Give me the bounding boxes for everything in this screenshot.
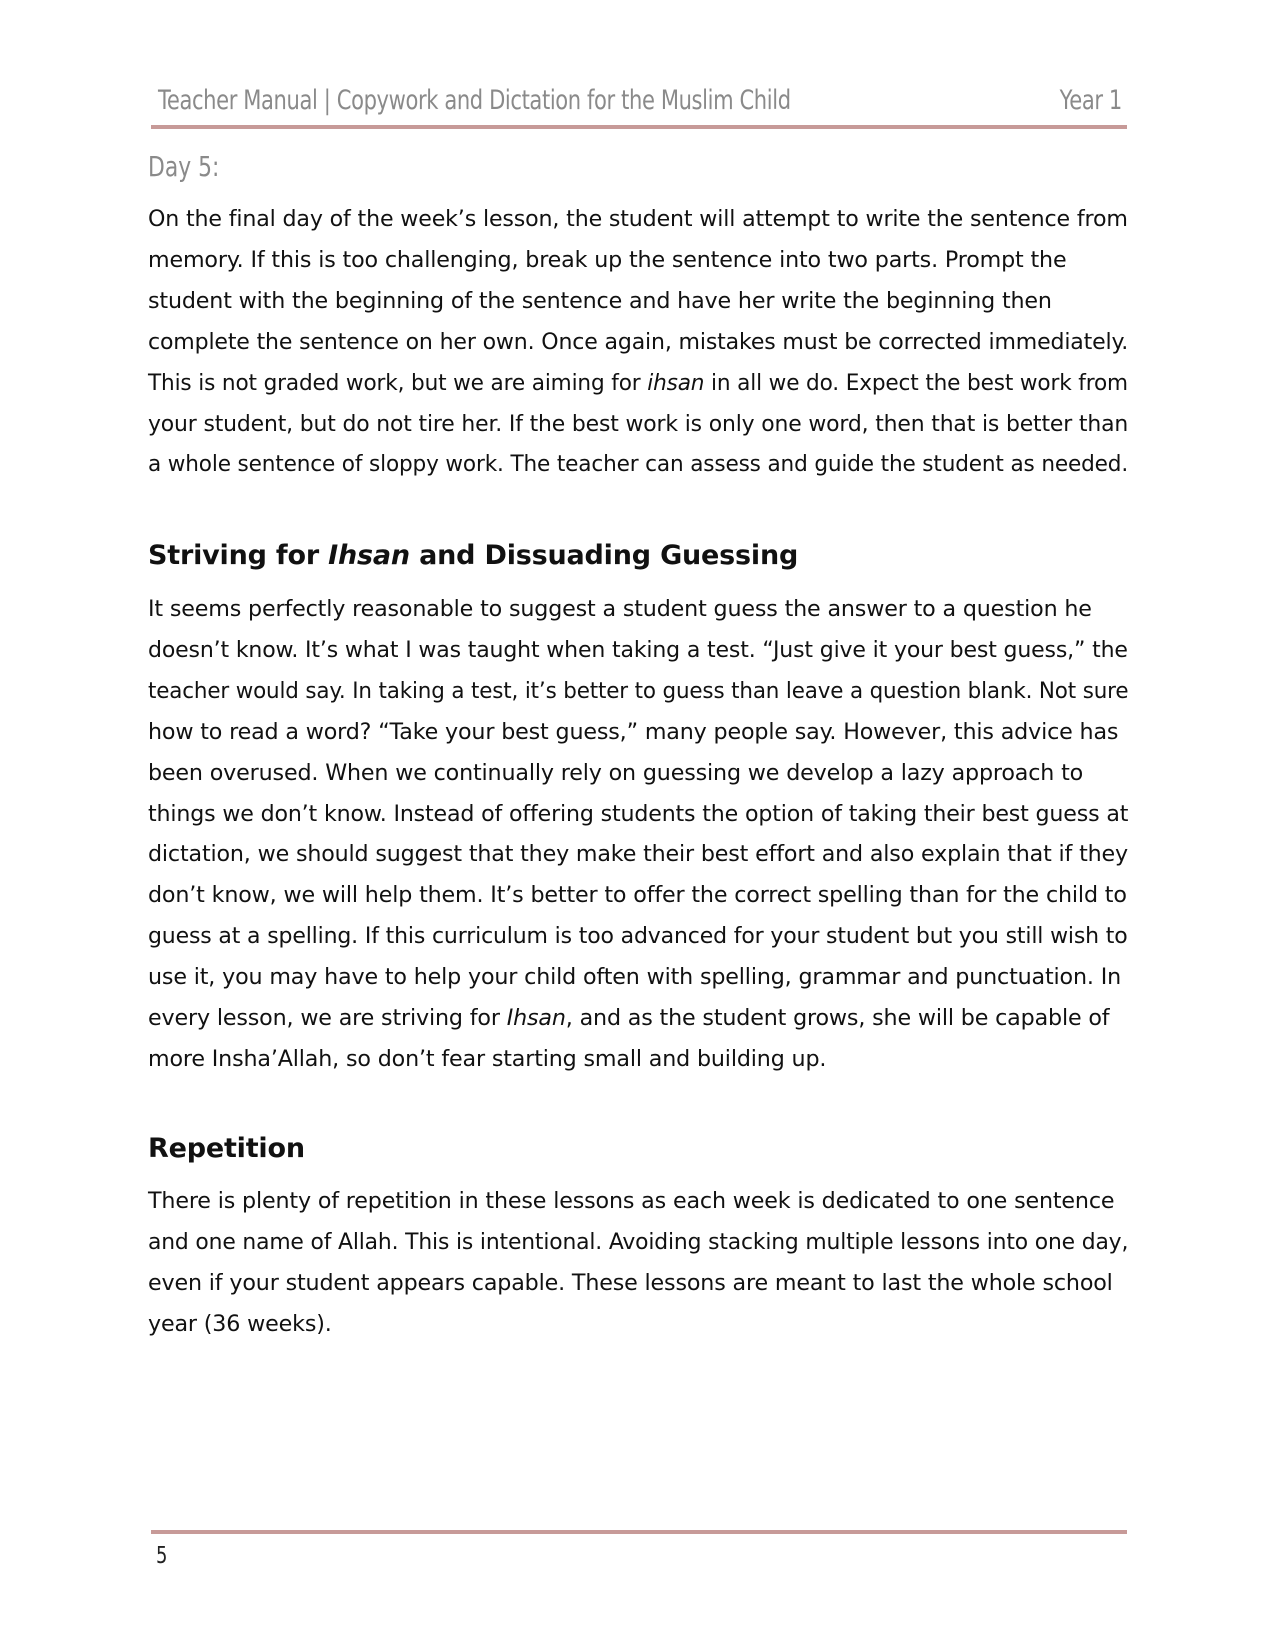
repetition-paragraph <box>148 1181 1128 1345</box>
paragraph-line: There is plenty of repetition in these lessons as each week is dedicated to one sentence <box>148 1188 1115 1214</box>
header-rule <box>151 125 1127 129</box>
paragraph-line: how to read a word? “Take your best guess,” many people say. However, this advice has <box>148 718 1119 745</box>
ihsan-term: Ihsan <box>506 1005 566 1032</box>
footer-rule <box>151 1530 1127 1534</box>
paragraph-line: guess at a spelling. If this curriculum is too advanced for your student but you still wish to <box>148 923 1128 950</box>
section-heading-repetition: Repetition <box>148 1133 305 1164</box>
paragraph-line: This is not graded work, but we are aiming for ihsan in all we do. Expect the best work from <box>148 369 1128 396</box>
day-label: Day 5: <box>148 150 220 183</box>
section-heading-ihsan: Striving for Ihsan and Dissuading Guessing <box>148 540 799 571</box>
paragraph-line: complete the sentence on her own. Once again, mistakes must be corrected immediately. <box>148 328 1129 355</box>
paragraph-line: year (36 weeks). <box>148 1310 332 1337</box>
paragraph-line: even if your student appears capable. These lessons are meant to last the whole school <box>148 1269 1113 1296</box>
paragraph-line: On the final day of the week’s lesson, the student will attempt to write the sentence from <box>148 206 1128 232</box>
paragraph-line: your student, but do not tire her. If the best work is only one word, then that is better than <box>148 410 1129 437</box>
paragraph-line: been overused. When we continually rely on guessing we develop a lazy approach to <box>148 759 1084 786</box>
paragraph-line: doesn’t know. It’s what I was taught when taking a test. “Just give it your best guess,” the <box>148 636 1128 663</box>
paragraph-line: more Insha’Allah, so don’t fear starting small and building up. <box>148 1045 827 1072</box>
header-year: Year 1 <box>1059 85 1122 116</box>
header-title: Teacher Manual | Copywork and Dictation for the Muslim Child <box>158 85 791 116</box>
paragraph-line: dictation, we should suggest that they make their best effort and also explain that if they <box>148 841 1128 868</box>
paragraph-line: use it, you may have to help your child often with spelling, grammar and punctuation. In <box>148 964 1122 991</box>
paragraph-line: don’t know, we will help them. It’s better to offer the correct spelling than for the child to <box>148 882 1127 909</box>
paragraph-line: every lesson, we are striving for Ihsan, and as the student grows, she will be capable of <box>148 1005 1110 1032</box>
ihsan-paragraph <box>148 589 1128 1080</box>
day5-paragraph <box>148 199 1128 485</box>
page-number: 5 <box>156 1543 168 1569</box>
paragraph-line: and one name of Allah. This is intentional. Avoiding stacking multiple lessons into one day, <box>148 1228 1129 1255</box>
paragraph-line: student with the beginning of the sentence and have her write the beginning then <box>148 287 1052 314</box>
paragraph-line: a whole sentence of sloppy work. The teacher can assess and guide the student as needed. <box>148 451 1129 478</box>
paragraph-line: It seems perfectly reasonable to suggest a student guess the answer to a question he <box>148 596 1092 622</box>
paragraph-line: teacher would say. In taking a test, it’s better to guess than leave a question blank. Not sure <box>148 677 1129 704</box>
page-header <box>158 70 1122 116</box>
paragraph-line: memory. If this is too challenging, break up the sentence into two parts. Prompt the <box>148 246 1067 273</box>
paragraph-line: things we don’t know. Instead of offering students the option of taking their best guess at <box>148 800 1129 827</box>
ihsan-term: ihsan <box>647 369 705 396</box>
